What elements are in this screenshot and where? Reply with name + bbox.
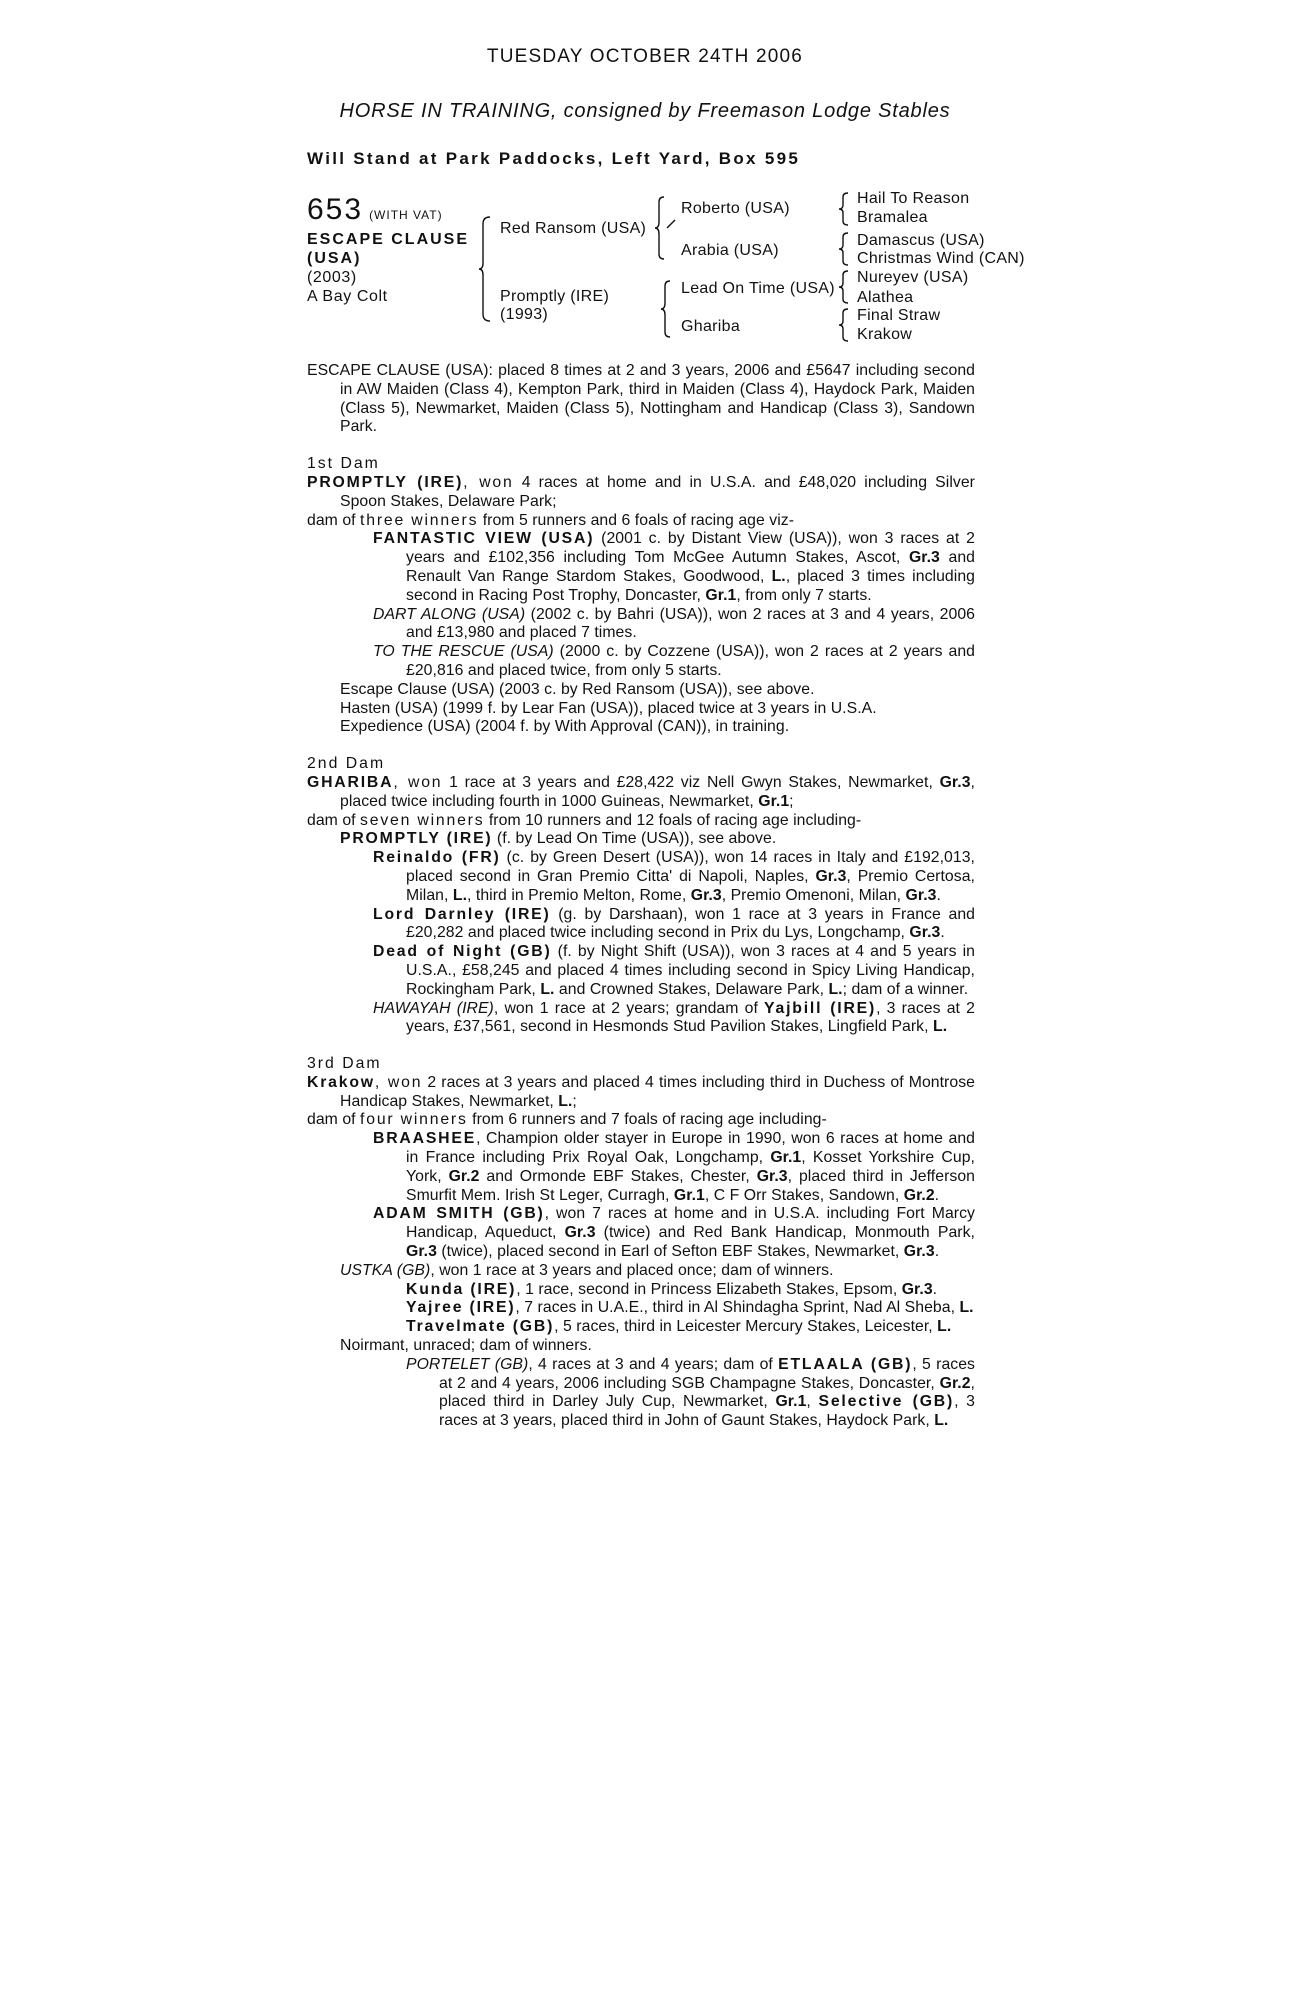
produce-text: (f. by Lead On Time (USA)), see above. [492,830,777,848]
produce-name: Dead of Night (GB) [373,943,552,961]
produce-text: , placed 3 times including second in Racing Post Trophy, Doncaster, [406,567,975,604]
consignment-line: HORSE IN TRAINING, consigned by Freemason Lodge Stables [339,100,951,122]
produce-text: , won 7 races at home and in U.S.A. including Fort Marcy Handicap, Aqueduct, [406,1205,975,1242]
pedigree-brace-dd [838,308,850,342]
produce-name: TO THE RESCUE (USA) [373,643,554,661]
listed-label: L. [934,1412,949,1430]
grand-produce-name: Kunda (IRE) [406,1280,517,1298]
produce-text: and Renault Van Range Stardom Stakes, Goodwood, [406,549,975,585]
grand-produce-name: Yajbill (IRE) [764,999,877,1017]
record-text: ; [572,1092,577,1110]
produce-name: BRAASHEE [373,1130,477,1148]
produce-text: , 7 races in U.A.E., third in Al Shindagha Sprint, Nad Al Sheba, [515,1299,960,1317]
produce-name: Lord Darnley (IRE) [373,905,551,923]
grade-label: Gr.1 [705,586,737,604]
second-dam-produce-summary [307,812,975,831]
pedigree-dds: Final Straw [857,307,941,324]
second-dam-produce-4 [307,943,975,999]
third-dam-name: Krakow [307,1073,375,1091]
produce-name: PROMPTLY (IRE) [340,830,493,848]
third-dam-grand-produce-3 [307,1318,975,1337]
grade-label: Gr.3 [815,867,847,885]
grade-label: Gr.1 [770,1149,802,1167]
grand-produce-name: ETLAALA (GB) [778,1355,913,1373]
listed-label: L. [933,1018,948,1036]
produce-name: Reinaldo (FR) [373,849,501,867]
grade-label: Gr.3 [909,924,941,942]
produce-text: , placed third in Jefferson Smurfit Mem. Irish St Leger, Curragh, [406,1167,975,1204]
pedigree-dam-sire: Lead On Time (USA) [681,280,835,297]
grade-label: Gr.1 [673,1186,705,1204]
produce-text: . [936,886,941,904]
pedigree-dam: Promptly (IRE) [500,288,610,305]
record-text: 1 race at 3 years and £28,422 viz Nell Gwyn Stakes, Newmarket, [442,773,940,791]
produce-text: , Premio Certosa, Milan, [406,867,975,904]
grade-label: Gr.3 [905,886,937,904]
third-dam-foals: from 6 runners and 7 foals of racing age including- [467,1111,827,1129]
produce-text: , C F Orr Stakes, Sandown, [704,1186,904,1204]
second-dam-winners: seven winners [360,811,485,829]
listed-label: L. [771,567,786,585]
third-dam-produce-1 [307,1130,975,1205]
first-dam-produce-6: Expedience (USA) (2004 f. by With Approval (CAN)), in training. [340,718,790,736]
produce-text: , [806,1393,819,1411]
produce-text: . [940,924,945,942]
grand-produce-name: Selective (GB) [818,1393,955,1411]
third-dam-produce-summary [307,1111,975,1130]
record-text: 2 races at 3 years and placed 4 times including third in Duchess of Montrose Handicap Stakes, Newmarket, [340,1073,975,1110]
produce-text: , 5 races, third in Leicester Mercury Stakes, Leicester, [554,1318,938,1336]
produce-text: (twice), placed second in Earl of Sefton EBF Stakes, Newmarket, [436,1243,904,1261]
horse-description: A Bay Colt [307,288,388,305]
sale-date: TUESDAY OCTOBER 24TH 2006 [486,46,804,67]
pedigree-brace-main [478,216,492,322]
grade-label: Gr.3 [901,1280,933,1298]
produce-text: . [934,1186,940,1204]
pedigree-ddd: Krakow [857,326,913,343]
grade-label: Gr.3 [406,1243,437,1261]
third-dam-produce-3 [307,1262,975,1281]
first-dam-name: PROMPTLY (IRE) [307,473,464,491]
pedigree-dss: Nureyev (USA) [857,269,969,286]
first-dam-produce-summary [307,512,975,531]
listed-label: L. [937,1318,952,1336]
first-dam-produce-1 [307,530,975,605]
third-dam-won: , won [374,1073,423,1091]
pedigree-dam-dam: Ghariba [681,318,741,335]
first-dam-damof: dam of [307,511,361,529]
pedigree-dam-year: (1993) [500,306,549,323]
pedigree-ssd: Bramalea [857,209,928,226]
grade-label: Gr.3 [690,886,722,904]
first-dam-record [307,474,975,512]
lot-number: 653 [307,193,364,226]
produce-text: (f. by Night Shift (USA)), won 3 races at 4 and 5 years in U.S.A., £58,245 and placed 4 times including second in Spicy Living Handicap, Rockingham Park, [406,943,975,998]
listed-label: L. [540,980,555,998]
produce-text: , Kosset Yorkshire Cup, York, [406,1149,975,1185]
produce-text: . [932,1280,938,1298]
pedigree-sire: Red Ransom (USA) [500,220,647,237]
third-dam-produce-2 [307,1205,975,1261]
produce-text: , placed third in Darley July Cup, Newmarket, [439,1374,975,1411]
grade-label: Gr.1 [775,1393,807,1411]
grade-label: Gr.3 [903,1243,935,1261]
first-dam-foals: from 5 runners and 6 foals of racing age viz- [478,511,795,529]
pedigree-brace-ds [838,270,850,304]
first-dam-won: , won [463,473,514,491]
produce-name: HAWAYAH (IRE) [373,999,494,1017]
pedigree-sss: Hail To Reason [857,190,970,207]
first-dam-produce-3 [307,643,975,681]
horse-identity [307,230,469,306]
produce-text: , 4 races at 3 and 4 years; dam of [528,1355,779,1373]
record-text: ; [789,792,794,810]
second-dam-foals: from 10 runners and 12 foals of racing age including- [484,811,862,829]
listed-label: L. [959,1299,974,1317]
produce-text: , Champion older stayer in Europe in 1990, won 6 races at home and in France including Prix Royal Oak, Longchamp, [406,1130,975,1167]
record-text: , placed twice including fourth in 1000 Guineas, Newmarket, [340,773,975,810]
grand-produce-name: Yajree (IRE) [406,1299,516,1317]
produce-text: (2001 c. by Distant View (USA)), won 3 races at 2 years and £102,356 including Tom McGee Autumn Stakes, Ascot, [406,530,975,567]
produce-text: , from only 7 starts. [736,586,872,604]
first-dam-winners: three winners [360,511,479,529]
second-dam-won: , won [393,773,443,791]
produce-text: , third in Premio Melton, Rome, [467,886,691,904]
produce-name: PORTELET (GB) [406,1355,529,1373]
produce-text: . [934,1243,940,1261]
third-dam-produce-5 [307,1356,975,1431]
produce-text: , 3 races at 3 years, placed third in John of Gaunt Stakes, Haydock Park, [439,1393,976,1430]
listed-label: L. [558,1092,573,1110]
third-dam-produce-4: Noirmant, unraced; dam of winners. [340,1337,592,1355]
first-dam-heading: 1st Dam [307,455,380,473]
second-dam-record [307,774,975,812]
grade-label: Gr.3 [564,1224,596,1242]
first-dam-produce-5: Hasten (USA) (1999 f. by Lear Fan (USA)), placed twice at 3 years in U.S.A. [340,699,877,717]
pedigree-brace-ss [838,192,850,226]
pedigree-brace-sd [838,232,850,266]
race-summary: ESCAPE CLAUSE (USA): placed 8 times at 2 and 3 years, 2006 and £5647 including second in AW Maiden (Class 4), Kempton Park, third in Maiden (Class 4), Haydock Park, Maiden (Class 5), Newmarket, Maiden (Class 5), Nottingham and Handicap (Class 3), Sandown Park. [307,362,975,436]
grade-label: Gr.3 [908,549,940,567]
grade-label: Gr.2 [448,1167,480,1185]
grand-produce-name: Travelmate (GB) [406,1318,555,1336]
second-dam-damof: dam of [307,811,361,829]
stabling-location: Will Stand at Park Paddocks, Left Yard, Box 595 [307,149,801,168]
second-dam-produce-1 [307,830,975,849]
second-dam-produce-3 [307,906,975,944]
grade-label: Gr.2 [903,1186,935,1204]
pedigree-dsd: Alathea [857,289,914,306]
pedigree-brace-dam [660,280,672,338]
third-dam-heading: 3rd Dam [307,1055,382,1073]
grade-label: Gr.1 [758,792,790,810]
produce-text: , won 1 race at 2 years; grandam of [493,999,765,1017]
grade-label: Gr.3 [756,1167,788,1185]
third-dam-record [307,1074,975,1112]
produce-text: (twice) and Red Bank Handicap, Monmouth Park, [595,1224,975,1242]
produce-text: and Ormonde EBF Stakes, Chester, [479,1167,757,1185]
second-dam-heading: 2nd Dam [307,755,386,773]
produce-text: , 1 race, second in Princess Elizabeth Stakes, Epsom, [516,1280,902,1298]
produce-text: and Crowned Stakes, Delaware Park, [554,980,829,998]
second-dam-produce-5 [307,1000,975,1038]
produce-text: (2002 c. by Bahri (USA)), won 2 races at 3 and 4 years, 2006 and £13,980 and placed 7 times. [406,605,975,642]
pedigree-sdd: Christmas Wind (CAN) [857,250,1025,267]
produce-name: DART ALONG (USA) [373,605,526,623]
produce-text: (2000 c. by Cozzene (USA)), won 2 races at 2 years and £20,816 and placed twice, from only 5 starts. [406,643,975,679]
produce-text: ; dam of a winner. [842,980,969,998]
listed-label: L. [452,886,468,904]
grade-label: Gr.3 [939,773,971,791]
second-dam-name: GHARIBA [307,773,394,791]
first-dam-produce-2 [307,606,975,644]
horse-name: ESCAPE CLAUSE [307,231,470,248]
third-dam-grand-produce-2 [307,1299,975,1318]
catalogue-body [307,362,975,1431]
horse-year: (2003) [307,269,357,286]
lot-number-block [307,193,443,227]
vat-note: (WITH VAT) [369,208,443,222]
produce-text: , 5 races at 2 and 4 years, 2006 including SGB Champagne Stakes, Doncaster, [439,1355,976,1392]
first-dam-record-text: 4 races at home and in U.S.A. and £48,020 including Silver Spoon Stakes, Delaware Park; [340,473,975,510]
pedigree-sire-dam: Arabia (USA) [681,242,779,259]
produce-name: FANTASTIC VIEW (USA) [373,530,595,548]
pedigree-brace-sire [654,196,676,260]
grade-label: Gr.2 [939,1374,971,1392]
third-dam-damof: dam of [307,1111,361,1129]
produce-name: ADAM SMITH (GB) [373,1205,545,1223]
second-dam-produce-2 [307,849,975,905]
third-dam-winners: four winners [360,1111,468,1129]
produce-text: (g. by Darshaan), won 1 race at 3 years in France and £20,282 and placed twice including second in Prix du Lys, Longchamp, [406,905,975,942]
produce-name: USTKA (GB) [340,1261,431,1279]
third-dam-grand-produce-1 [307,1281,975,1300]
produce-text: (c. by Green Desert (USA)), won 14 races in Italy and £192,013, placed second in Gran Premio Citta' di Napoli, Naples, [406,849,975,885]
listed-label: L. [828,980,843,998]
first-dam-produce-4: Escape Clause (USA) (2003 c. by Red Ransom (USA)), see above. [340,680,815,698]
pedigree-sds: Damascus (USA) [857,232,985,249]
produce-text: , won 1 race at 3 years and placed once; dam of winners. [430,1261,834,1279]
produce-text: , 3 races at 2 years, £37,561, second in Hesmonds Stud Pavilion Stakes, Lingfield Park, [406,999,975,1036]
pedigree-sire-sire: Roberto (USA) [681,200,790,217]
horse-country: (USA) [307,250,362,267]
produce-text: , Premio Omenoni, Milan, [721,886,906,904]
